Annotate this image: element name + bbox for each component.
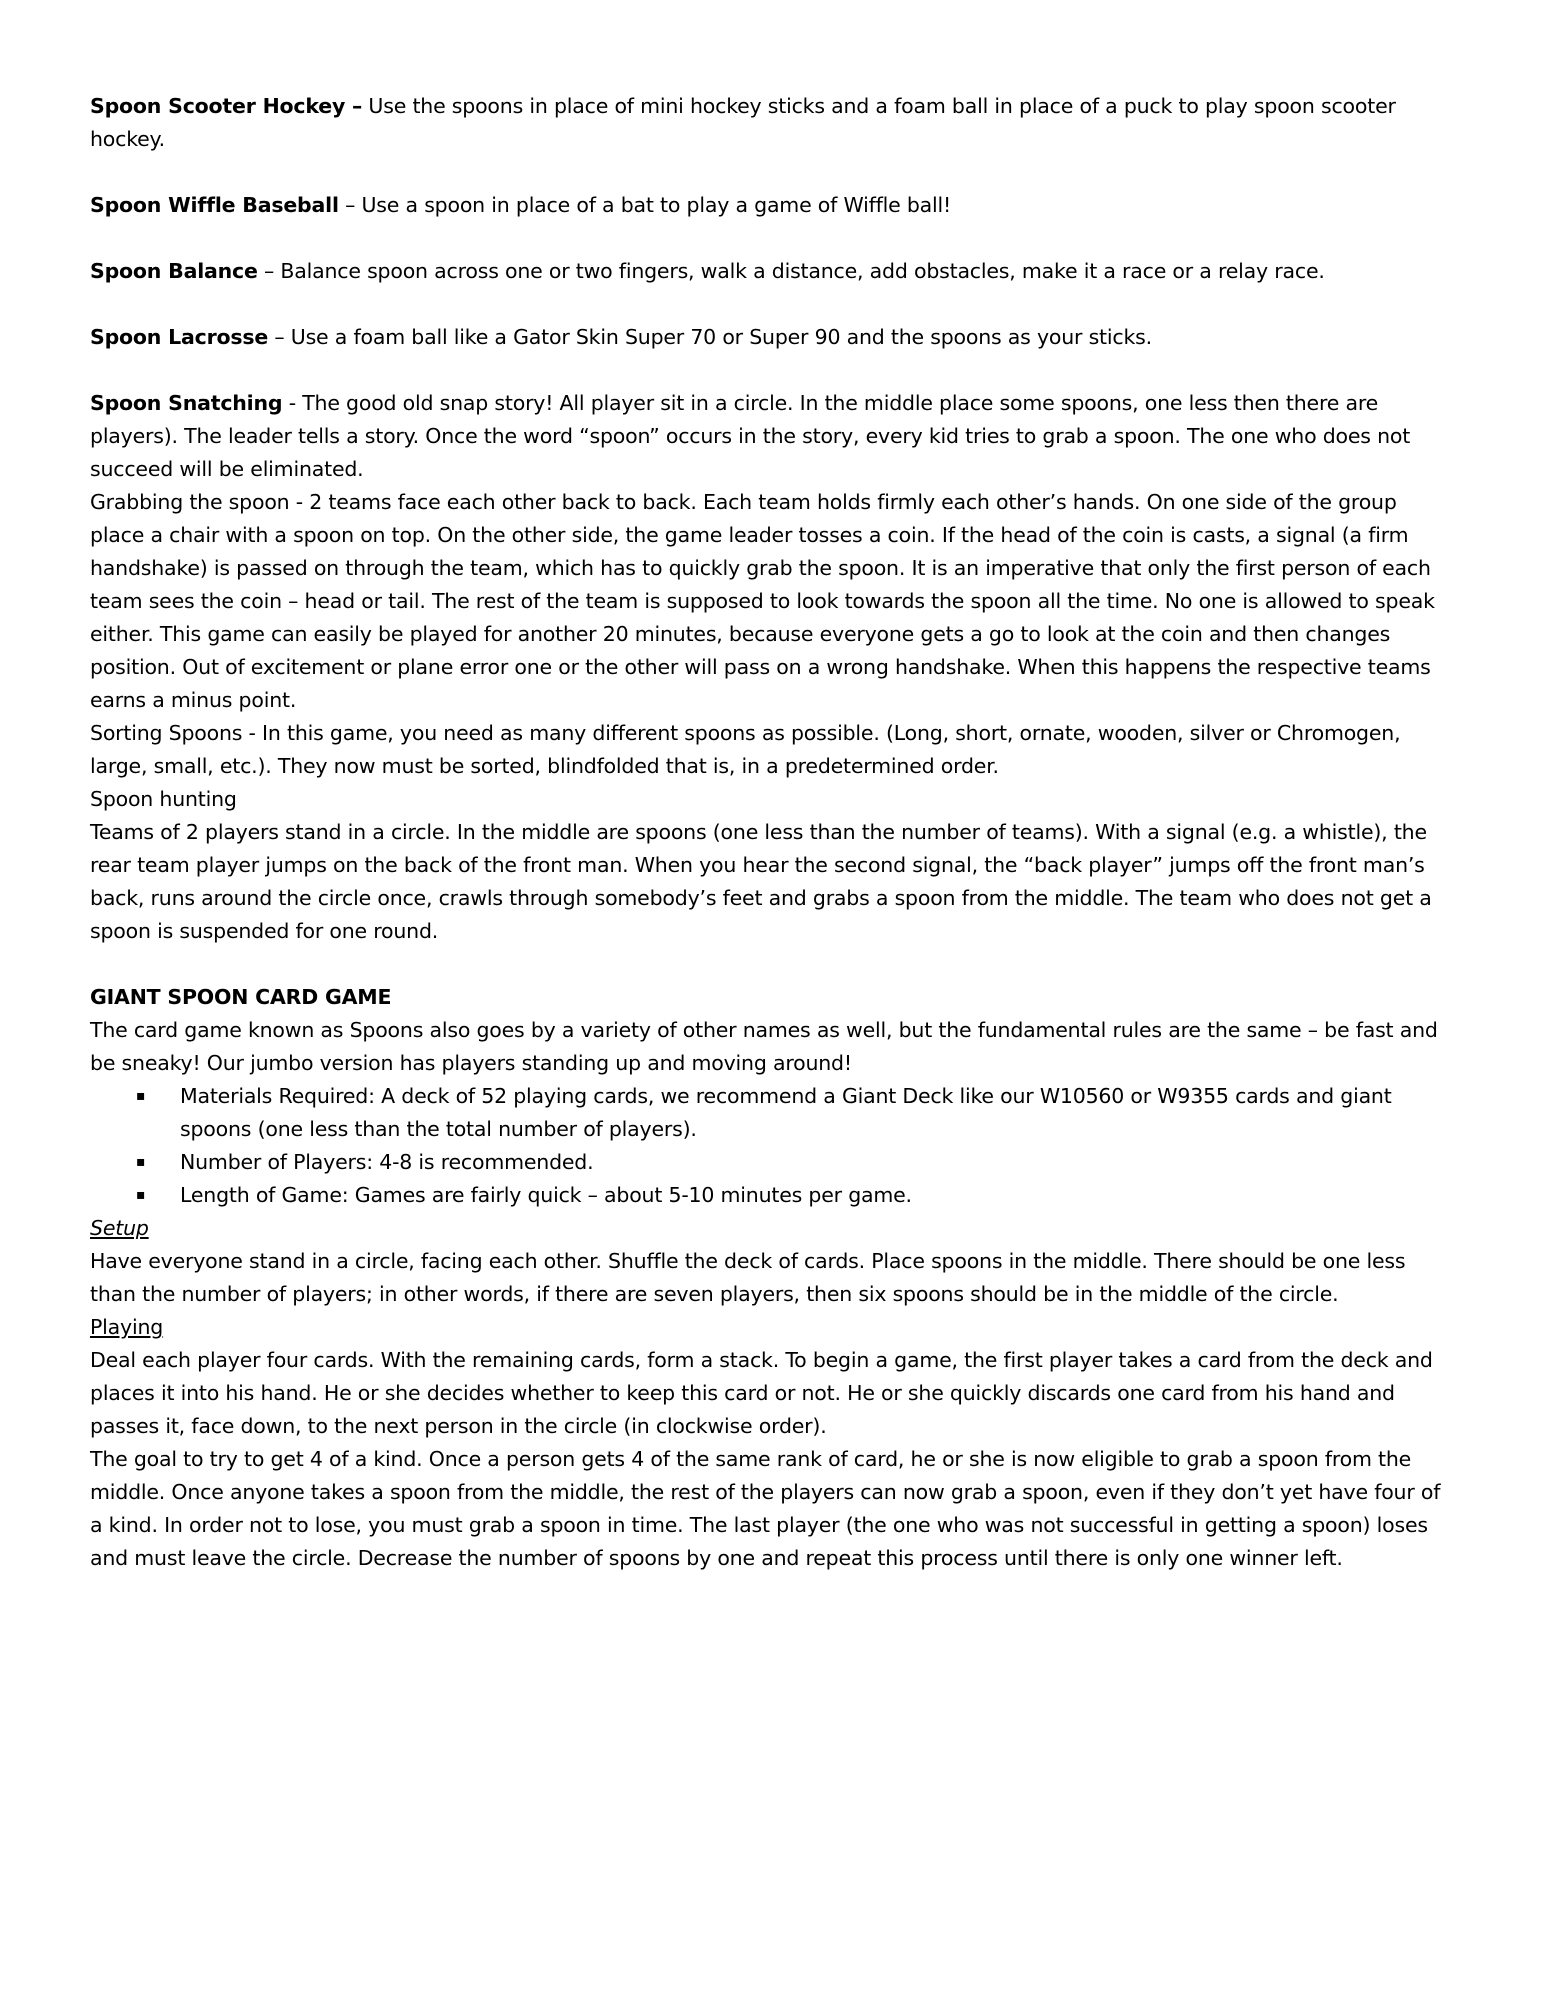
playing-paragraph-1: Deal each player four cards. With the remaining cards, form a stack. To begin a game, the first player takes a card from the deck and places it into his hand. He or she decides whether to keep this card or not. He or she quickly discards one card from his hand and passes it, face down, to the next person in the circle (in clockwise order). [90, 1348, 1433, 1438]
entry-spoon-snatching [90, 387, 1455, 486]
entry-spoon-lacrosse [90, 321, 1455, 354]
entry-text: – Balance spoon across one or two fingers, walk a distance, add obstacles, make it a race or a relay race. [257, 259, 1325, 283]
spoon-hunting-title: Spoon hunting [90, 787, 237, 811]
entry-term: Spoon Scooter Hockey – [90, 94, 363, 118]
list-item-text: Number of Players: 4-8 is recommended. [180, 1150, 594, 1174]
list-item [136, 1080, 1455, 1146]
list-item-text: Materials Required: A deck of 52 playing cards, we recommend a Giant Deck like our W10560 or W9355 cards and giant spoons (one less than the total number of players). [180, 1084, 1392, 1141]
entry-term: Spoon Lacrosse [90, 325, 269, 349]
entry-term: Spoon Snatching [90, 391, 283, 415]
sorting-spoons-paragraph: Sorting Spoons - In this game, you need as many different spoons as possible. (Long, short, ornate, wooden, silver or Chromogen, large, small, etc.). They now must be sorted, blindfolded that is, in a predetermined order. [90, 721, 1401, 778]
entry-text: – Use a spoon in place of a bat to play a game of Wiffle ball! [338, 193, 952, 217]
entry-spoon-balance [90, 255, 1455, 288]
entry-text: – Use a foam ball like a Gator Skin Super 70 or Super 90 and the spoons as your sticks. [268, 325, 1152, 349]
grabbing-the-spoon-paragraph: Grabbing the spoon - 2 teams face each other back to back. Each team holds firmly each other’s hands. On one side of the group place a chair with a spoon on top. On the other side, the game leader tosses a coin. If the head of the coin is casts, a signal (a firm handshake) is passed on through the team, which has to quickly grab the spoon. It is an imperative that only the first person of each team sees the coin – head or tail. The rest of the team is supposed to look towards the spoon all the time. No one is allowed to speak either. This game can easily be played for another 20 minutes, because everyone gets a go to look at the coin and then changes position. Out of excitement or plane error one or the other will pass on a wrong handshake. When this happens the respective teams earns a minus point. [90, 490, 1435, 712]
list-item [136, 1146, 1455, 1179]
card-game-heading: GIANT SPOON CARD GAME [90, 985, 392, 1009]
playing-paragraph-2: The goal to try to get 4 of a kind. Once a person gets 4 of the same rank of card, he or she is now eligible to grab a spoon from the middle. Once anyone takes a spoon from the middle, the rest of the players can now grab a spoon, even if they don’t yet have four of a kind. In order not to lose, you must grab a spoon in time. The last player (the one who was not successful in getting a spoon) loses and must leave the circle. Decrease the number of spoons by one and repeat this process until there is only one winner left. [90, 1447, 1441, 1570]
section-spacer [90, 948, 1455, 981]
card-game-requirements-list [90, 1080, 1455, 1212]
entry-spoon-wiffle-baseball [90, 189, 1455, 222]
bullet-icon: ▪ [136, 1088, 146, 1104]
list-item [136, 1179, 1455, 1212]
card-game-intro: The card game known as Spoons also goes by a variety of other names as well, but the fundamental rules are the same – be fast and be sneaky! Our jumbo version has players standing up and moving around! [90, 1018, 1438, 1075]
bullet-icon: ▪ [136, 1187, 146, 1203]
list-item-text: Length of Game: Games are fairly quick – about 5-10 minutes per game. [180, 1183, 912, 1207]
playing-subheading: Playing [90, 1315, 164, 1339]
entry-term: Spoon Wiffle Baseball [90, 193, 339, 217]
entry-term: Spoon Balance [90, 259, 258, 283]
entry-text: Use the spoons in place of mini hockey sticks and a foam ball in place of a puck to play spoon scooter hockey. [90, 94, 1396, 151]
entry-text: - The good old snap story! All player sit in a circle. In the middle place some spoons, one less then there are players). The leader tells a story. Once the word “spoon” occurs in the story, every kid tries to grab a spoon. The one who does not succeed will be eliminated. [90, 391, 1411, 481]
document-page [90, 90, 1455, 1575]
bullet-icon: ▪ [136, 1154, 146, 1170]
spoon-hunting-paragraph: Teams of 2 players stand in a circle. In the middle are spoons (one less than the number of teams). With a signal (e.g. a whistle), the rear team player jumps on the back of the front man. When you hear the second signal, the “back player” jumps off the front man’s back, runs around the circle once, crawls through somebody’s feet and grabs a spoon from the middle. The team who does not get a spoon is suspended for one round. [90, 820, 1432, 943]
entry-spoon-scooter-hockey [90, 90, 1455, 156]
setup-subheading: Setup [90, 1216, 149, 1240]
setup-paragraph: Have everyone stand in a circle, facing each other. Shuffle the deck of cards. Place spoons in the middle. There should be one less than the number of players; in other words, if there are seven players, then six spoons should be in the middle of the circle. [90, 1249, 1406, 1306]
